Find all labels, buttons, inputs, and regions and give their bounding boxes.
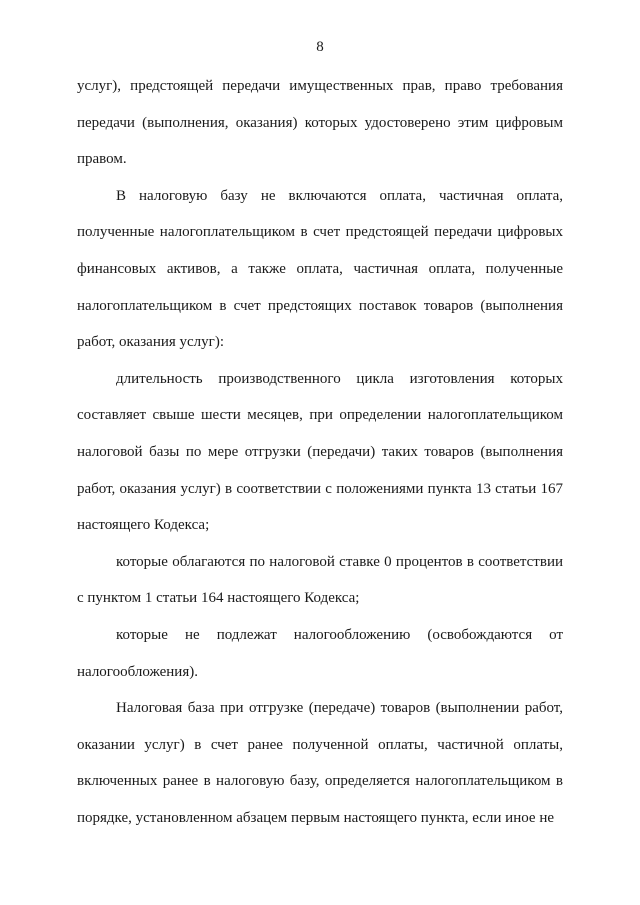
document-body [77,68,563,836]
paragraph-continuation: услуг), предстоящей передачи имущественных прав, право требования передачи (выполнения, оказания) которых удостоверено этим цифровым правом. [77,78,563,168]
paragraph-shipment-tax-base: Налоговая база при отгрузке (передаче) товаров (выполнении работ, оказании услуг) в счет ранее полученной оплаты, частичной оплаты, включенных ранее в налоговую базу, определяется налогоплательщиком в порядке, установленном абзацем первым настоящего пункта, если иное не [77,700,563,826]
paragraph-exempt: которые не подлежат налогообложению (освобождаются от налогообложения). [77,626,563,680]
paragraph-production-cycle: длительность производственного цикла изготовления которых составляет свыше шести месяцев, при определении налогоплательщиком налоговой базы по мере отгрузки (передачи) таких товаров (выполнения работ, оказания услуг) в соответствии с положениями пункта 13 статьи 167 настоящего Кодекса; [77,370,563,534]
paragraph-tax-base-exclusions: В налоговую базу не включаются оплата, частичная оплата, полученные налогоплательщиком в счет предстоящей передачи цифровых финансовых активов, а также оплата, частичная оплата, полученные налогоплательщиком в счет предстоящих поставок товаров (выполнения работ, оказания услуг): [77,187,563,351]
paragraph-zero-rate: которые облагаются по налоговой ставке 0 процентов в соответствии с пунктом 1 статьи 164 настоящего Кодекса; [77,553,563,607]
page-number: 8 [316,39,324,55]
